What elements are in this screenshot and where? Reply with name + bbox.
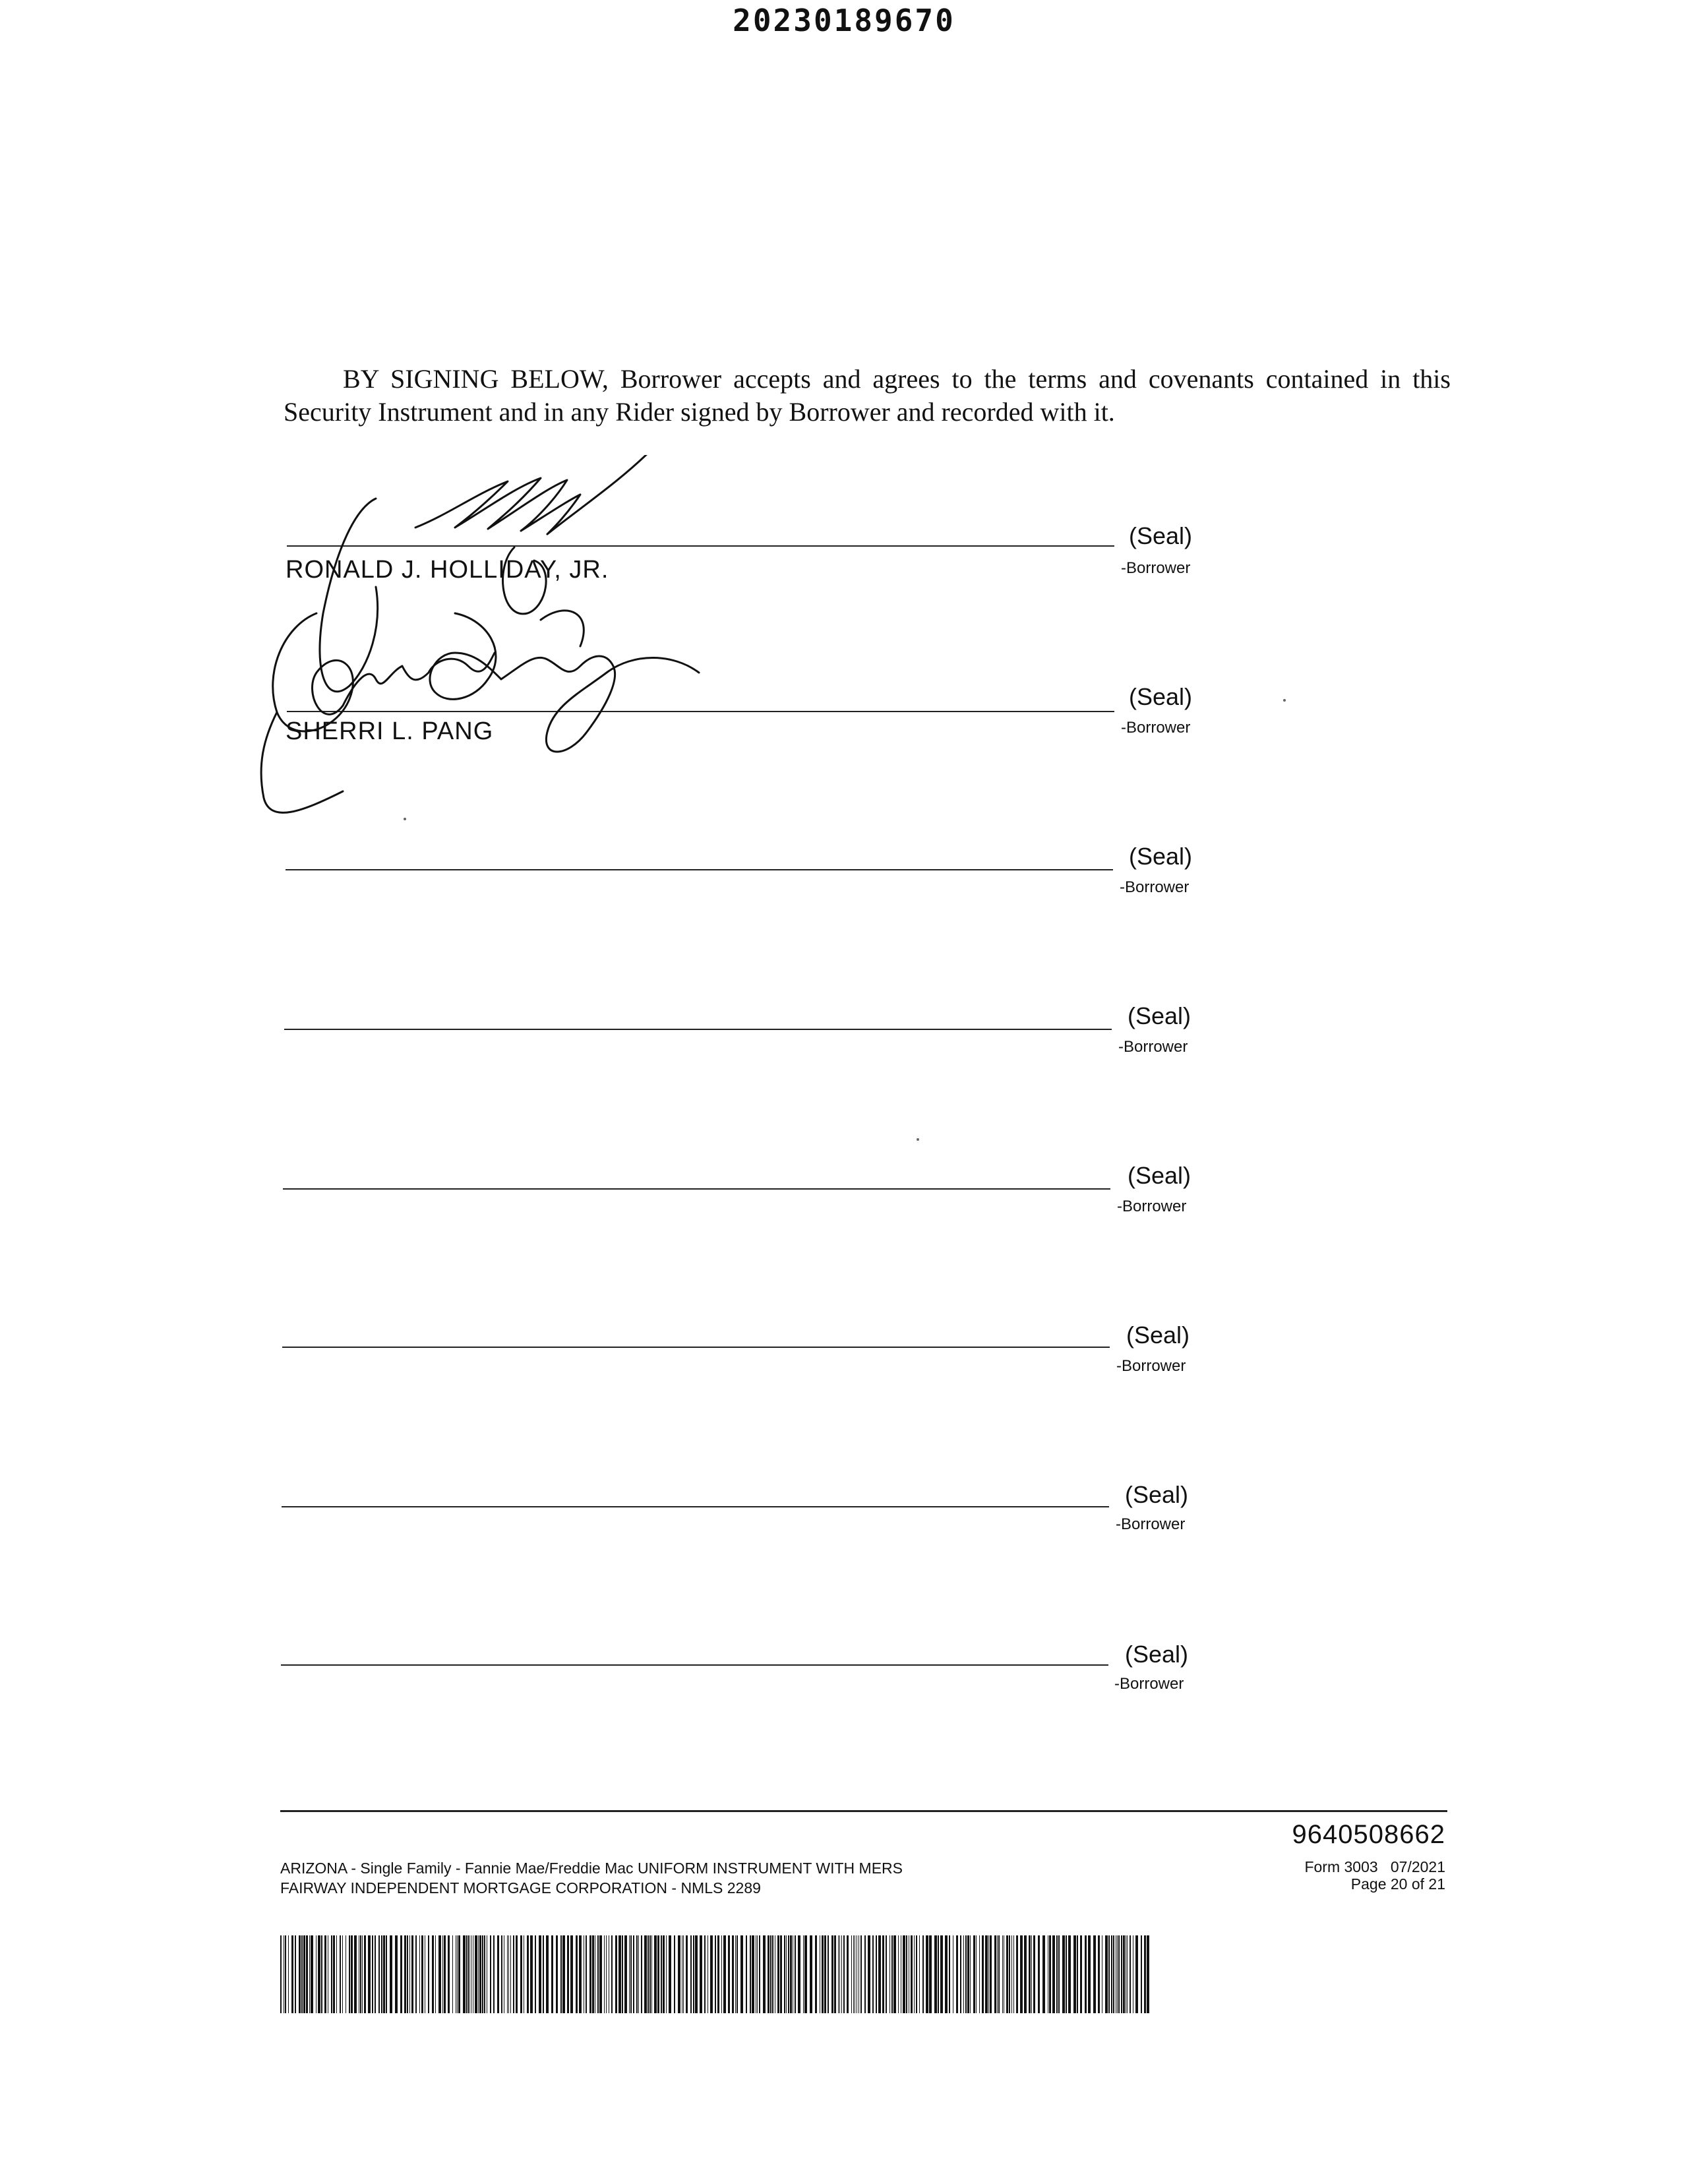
barcode-bar [409, 1935, 410, 2013]
barcode-bar [752, 1935, 754, 2013]
barcode-bar [768, 1935, 769, 2013]
barcode-bar [1011, 1935, 1012, 2013]
barcode-bar [1016, 1935, 1018, 2013]
barcode-bar [803, 1935, 804, 2013]
barcode-bar [674, 1935, 675, 2013]
barcode-bar [478, 1935, 479, 2013]
barcode-bar [452, 1935, 453, 2013]
barcode-bar [1141, 1935, 1142, 2013]
barcode-bar [831, 1935, 833, 2013]
barcode-bar [657, 1935, 659, 2013]
barcode-bar [306, 1935, 308, 2013]
barcode-bar [940, 1935, 943, 2013]
seal-label-1: (Seal) [1129, 522, 1193, 549]
barcode-bar [490, 1935, 491, 2013]
barcode-bar [704, 1935, 706, 2013]
barcode-bar [929, 1935, 932, 2013]
borrower-label-4: -Borrower [1118, 1038, 1188, 1056]
barcode-bar [735, 1935, 736, 2013]
barcode-bar [351, 1935, 353, 2013]
footer-instrument-line: ARIZONA - Single Family - Fannie Mae/Freddie Mac UNIFORM INSTRUMENT WITH MERS [280, 1860, 903, 1877]
barcode-bar [979, 1935, 980, 2013]
barcode-bar [934, 1935, 937, 2013]
borrower-label-2: -Borrower [1121, 719, 1191, 737]
signature-line-6 [282, 1347, 1110, 1348]
barcode-bar [599, 1935, 602, 2013]
barcode-bar [1121, 1935, 1122, 2013]
signature-holliday-stroke-1 [415, 478, 580, 534]
borrower-label-3: -Borrower [1120, 878, 1190, 896]
barcode-bar [1009, 1935, 1010, 2013]
barcode-bar [1144, 1935, 1146, 2013]
barcode-bar [641, 1935, 642, 2013]
barcode-bar [1056, 1935, 1058, 2013]
barcode-bar [690, 1935, 692, 2013]
barcode-bar [438, 1935, 441, 2013]
barcode-bar [998, 1935, 1000, 2013]
barcode-bar [360, 1935, 361, 2013]
form-date: 07/2021 [1390, 1858, 1445, 1875]
barcode-bar [597, 1935, 599, 2013]
barcode-bar [988, 1935, 989, 2013]
barcode-bar [615, 1935, 617, 2013]
barcode-bar [994, 1935, 996, 2013]
barcode-bar [390, 1935, 392, 2013]
barcode-bar [763, 1935, 766, 2013]
barcode-bar [847, 1935, 849, 2013]
form-number: Form 3003 [1304, 1858, 1378, 1875]
barcode-bar [539, 1935, 541, 2013]
barcode-bar [1111, 1935, 1112, 2013]
barcode-bar [661, 1935, 662, 2013]
barcode-bar [893, 1935, 896, 2013]
barcode-bar [965, 1935, 967, 2013]
barcode-bar [906, 1935, 907, 2013]
barcode-bar [378, 1935, 380, 2013]
barcode-bar [415, 1935, 417, 2013]
barcode-bar [497, 1935, 499, 2013]
barcode-bar [1118, 1935, 1120, 2013]
signature-holliday-stroke-2 [547, 455, 653, 534]
barcode-bar [786, 1935, 787, 2013]
signature-line-3 [286, 869, 1113, 870]
barcode-bar [1062, 1935, 1065, 2013]
barcode-bar [457, 1935, 458, 2013]
barcode-bar [501, 1935, 502, 2013]
footer-lender-line: FAIRWAY INDEPENDENT MORTGAGE CORPORATION - NMLS 2289 [280, 1879, 761, 1896]
barcode-bar [828, 1935, 829, 2013]
barcode-bar [1013, 1935, 1014, 2013]
barcode-bar [530, 1935, 533, 2013]
barcode-bar [822, 1935, 824, 2013]
barcode-bar [458, 1935, 460, 2013]
seal-label-2: (Seal) [1129, 683, 1193, 710]
barcode-bar [606, 1935, 607, 2013]
barcode-bar [891, 1935, 893, 2013]
barcode-bar [562, 1935, 565, 2013]
barcode-bar [589, 1935, 591, 2013]
barcode-bar [780, 1935, 782, 2013]
seal-label-6: (Seal) [1126, 1321, 1190, 1349]
barcode-bar [633, 1935, 634, 2013]
barcode-bar [970, 1935, 971, 2013]
barcode-bar [295, 1935, 296, 2013]
barcode-bar [1108, 1935, 1110, 2013]
barcode-bar [404, 1935, 406, 2013]
barcode-bar [963, 1935, 964, 2013]
barcode-bar [543, 1935, 544, 2013]
loan-number: 9640508662 [1292, 1820, 1445, 1849]
barcode-bar [321, 1935, 322, 2013]
barcode-bar [567, 1935, 569, 2013]
barcode-bar [303, 1935, 305, 2013]
barcode-bar [560, 1935, 562, 2013]
barcode-bar [1085, 1935, 1087, 2013]
barcode-bar [475, 1935, 477, 2013]
seal-label-3: (Seal) [1129, 843, 1193, 870]
seal-label-4: (Seal) [1128, 1002, 1191, 1029]
barcode-bar [710, 1935, 713, 2013]
barcode-bar [798, 1935, 800, 2013]
barcode-bar [686, 1935, 688, 2013]
barcode-bar [381, 1935, 382, 2013]
barcode-bar [1052, 1935, 1055, 2013]
barcode-bar [622, 1935, 623, 2013]
barcode-bar [636, 1935, 638, 2013]
barcode-bar [592, 1935, 594, 2013]
signing-statement [284, 363, 1451, 429]
barcode-bar [770, 1935, 771, 2013]
barcode-bar [383, 1935, 385, 2013]
barcode-bar [604, 1935, 605, 2013]
barcode-bar [666, 1935, 667, 2013]
barcode-bar [669, 1935, 671, 2013]
barcode-bar [903, 1935, 905, 2013]
barcode-bar [484, 1935, 485, 2013]
barcode-bar [419, 1935, 420, 2013]
barcode-bar [448, 1935, 450, 2013]
barcode-bar [990, 1935, 992, 2013]
barcode-bar [482, 1935, 483, 2013]
barcode-bar [630, 1935, 632, 2013]
barcode-bar [737, 1935, 738, 2013]
barcode-bar [340, 1935, 341, 2013]
barcode-bar [1066, 1935, 1067, 2013]
barcode-bar [916, 1935, 917, 2013]
barcode-bar [654, 1935, 657, 2013]
signature-pang-stroke-3 [430, 613, 501, 699]
barcode-bar [985, 1935, 988, 2013]
barcode-bar [949, 1935, 950, 2013]
barcode-bar [1002, 1935, 1003, 2013]
barcode-bar [1068, 1935, 1071, 2013]
signature-pang-stroke-6 [261, 712, 343, 812]
barcode-bar [576, 1935, 578, 2013]
barcode-bar [508, 1935, 509, 2013]
barcode-bar [997, 1935, 998, 2013]
barcode-bar [364, 1935, 366, 2013]
barcode-bar [648, 1935, 649, 2013]
barcode-bar [411, 1935, 413, 2013]
barcode-bar [362, 1935, 363, 2013]
barcode-bar [777, 1935, 779, 2013]
barcode-bar [1031, 1935, 1032, 2013]
barcode-bar [790, 1935, 792, 2013]
barcode-bar [717, 1935, 719, 2013]
signature-line-5 [283, 1188, 1110, 1190]
page-number: Page 20 of 21 [1350, 1875, 1445, 1893]
barcode-bar [651, 1935, 652, 2013]
signature-line-7 [282, 1506, 1109, 1507]
barcode-bar [740, 1935, 743, 2013]
barcode-bar [428, 1935, 429, 2013]
barcode-bar [700, 1935, 702, 2013]
barcode-bar [1024, 1935, 1027, 2013]
barcode-bar [1006, 1935, 1008, 2013]
barcode [280, 1935, 1151, 2013]
barcode-bar [1073, 1935, 1076, 2013]
scan-speck [404, 818, 406, 820]
barcode-bar [693, 1935, 694, 2013]
barcode-bar [878, 1935, 881, 2013]
barcode-bar [280, 1935, 282, 2013]
barcode-bar [956, 1935, 958, 2013]
barcode-bar [1020, 1935, 1023, 2013]
signature-line-4 [284, 1029, 1112, 1030]
barcode-bar [678, 1935, 680, 2013]
scan-speck [917, 1138, 919, 1141]
barcode-bar [349, 1935, 350, 2013]
barcode-bar [516, 1935, 518, 2013]
barcode-bar [570, 1935, 573, 2013]
barcode-bar [444, 1935, 446, 2013]
barcode-bar [336, 1935, 337, 2013]
barcode-bar [1049, 1935, 1051, 2013]
barcode-bar [520, 1935, 522, 2013]
barcode-bar [926, 1935, 928, 2013]
form-number-line [1304, 1858, 1445, 1875]
barcode-bar [510, 1935, 511, 2013]
barcode-bar [324, 1935, 326, 2013]
barcode-bar [772, 1935, 773, 2013]
barcode-bar [285, 1935, 286, 2013]
barcode-bar [824, 1935, 826, 2013]
barcode-bar [841, 1935, 842, 2013]
barcode-bar [922, 1935, 924, 2013]
barcode-bar [868, 1935, 870, 2013]
barcode-bar [1088, 1935, 1091, 2013]
barcode-bar [386, 1935, 387, 2013]
barcode-bar [644, 1935, 647, 2013]
signature-pang-stroke-4 [501, 656, 699, 752]
barcode-bar [784, 1935, 785, 2013]
barcode-bar [1077, 1935, 1078, 2013]
barcode-bar [967, 1935, 969, 2013]
barcode-bar [898, 1935, 899, 2013]
barcode-bar [982, 1935, 984, 2013]
handwritten-signatures [237, 455, 791, 824]
barcode-bar [815, 1935, 817, 2013]
barcode-bar [1105, 1935, 1108, 2013]
scan-speck [1283, 699, 1286, 702]
barcode-bar [838, 1935, 839, 2013]
barcode-bar [493, 1935, 495, 2013]
recording-number: 20230189670 [733, 3, 955, 38]
barcode-bar [546, 1935, 549, 2013]
barcode-bar [354, 1935, 357, 2013]
barcode-bar [945, 1935, 948, 2013]
barcode-bar [839, 1935, 840, 2013]
barcode-bar [759, 1935, 760, 2013]
barcode-bar [1123, 1935, 1125, 2013]
barcode-bar [919, 1935, 920, 2013]
barcode-bar [1130, 1935, 1131, 2013]
barcode-bar [1058, 1935, 1060, 2013]
barcode-bar [629, 1935, 630, 2013]
barcode-bar [507, 1935, 508, 2013]
barcode-bar [309, 1935, 310, 2013]
barcode-bar [843, 1935, 845, 2013]
barcode-bar [788, 1935, 789, 2013]
barcode-bar [973, 1935, 975, 2013]
barcode-bar [715, 1935, 716, 2013]
barcode-bar [368, 1935, 371, 2013]
barcode-bar [911, 1935, 913, 2013]
barcode-bar [527, 1935, 529, 2013]
barcode-bar [804, 1935, 807, 2013]
barcode-bar [535, 1935, 536, 2013]
barcode-bar [333, 1935, 335, 2013]
barcode-bar [914, 1935, 915, 2013]
barcode-bar [886, 1935, 887, 2013]
barcode-bar [479, 1935, 481, 2013]
barcode-bar [301, 1935, 303, 2013]
signature-pang-stroke-1 [273, 613, 353, 731]
barcode-bar [1113, 1935, 1114, 2013]
barcode-bar [468, 1935, 469, 2013]
barcode-bar [311, 1935, 313, 2013]
barcode-bar [732, 1935, 734, 2013]
barcode-bar [1038, 1935, 1040, 2013]
barcode-bar [407, 1935, 408, 2013]
barcode-bar [463, 1935, 466, 2013]
barcode-bar [400, 1935, 402, 2013]
barcode-bar [318, 1935, 320, 2013]
barcode-bar [291, 1935, 293, 2013]
barcode-bar [1042, 1935, 1045, 2013]
barcode-bar [299, 1935, 301, 2013]
barcode-bar [1117, 1935, 1118, 2013]
barcode-bar [513, 1935, 514, 2013]
barcode-bar [683, 1935, 684, 2013]
barcode-bar [864, 1935, 866, 2013]
barcode-bar [851, 1935, 852, 2013]
barcode-bar [1127, 1935, 1128, 2013]
barcode-bar [757, 1935, 758, 2013]
seal-label-8: (Seal) [1125, 1641, 1189, 1668]
barcode-bar [395, 1935, 398, 2013]
barcode-bar [1029, 1935, 1031, 2013]
signature-line-8 [281, 1664, 1108, 1666]
barcode-bar [860, 1935, 862, 2013]
barcode-bar [938, 1935, 939, 2013]
barcode-bar [442, 1935, 443, 2013]
barcode-bar [466, 1935, 467, 2013]
barcode-bar [288, 1935, 289, 2013]
barcode-bar [663, 1935, 665, 2013]
barcode-bar [872, 1935, 874, 2013]
barcode-bar [834, 1935, 836, 2013]
seal-label-5: (Seal) [1128, 1162, 1191, 1189]
barcode-bar [624, 1935, 627, 2013]
barcode-bar [1080, 1935, 1082, 2013]
borrower-label-6: -Borrower [1116, 1357, 1186, 1375]
barcode-bar [638, 1935, 639, 2013]
barcode-bar [1093, 1935, 1096, 2013]
footer-instrument-info [280, 1858, 903, 1898]
barcode-bar [331, 1935, 332, 2013]
form-identifier [1304, 1858, 1445, 1893]
barcode-bar [432, 1935, 434, 2013]
barcode-bar [586, 1935, 587, 2013]
borrower-label-7: -Borrower [1116, 1515, 1186, 1533]
barcode-bar [372, 1935, 373, 2013]
barcode-bar [342, 1935, 343, 2013]
seal-label-7: (Seal) [1125, 1481, 1189, 1508]
barcode-bar [721, 1935, 722, 2013]
footer-rule [280, 1810, 1447, 1812]
barcode-bar [579, 1935, 582, 2013]
barcode-bar [435, 1935, 436, 2013]
barcode-bar [1135, 1935, 1138, 2013]
barcode-bar [876, 1935, 877, 2013]
signing-statement-text: BY SIGNING BELOW, Borrower accepts and agrees to the terms and covenants contained in this Security Instrument and in any Rider signed by Borrower and recorded with it. [284, 364, 1451, 427]
barcode-bar [695, 1935, 698, 2013]
barcode-bar [795, 1935, 796, 2013]
barcode-bar [551, 1935, 553, 2013]
barcode-bar [746, 1935, 747, 2013]
barcode-bar [853, 1935, 854, 2013]
barcode-bar [1147, 1935, 1149, 2013]
barcode-bar [750, 1935, 751, 2013]
barcode-bar [882, 1935, 884, 2013]
borrower-name-1: RONALD J. HOLLIDAY, JR. [286, 556, 609, 584]
barcode-bar [375, 1935, 376, 2013]
barcode-bar [723, 1935, 726, 2013]
barcode-bar [618, 1935, 621, 2013]
barcode-bar [1033, 1935, 1035, 2013]
borrower-name-2: SHERRI L. PANG [286, 717, 494, 745]
borrower-label-8: -Borrower [1114, 1675, 1184, 1693]
borrower-label-1: -Borrower [1121, 559, 1191, 577]
barcode-bar [960, 1935, 961, 2013]
barcode-bar [421, 1935, 423, 2013]
barcode-bar [649, 1935, 651, 2013]
signature-holliday-stroke-4 [503, 547, 547, 614]
barcode-bar [889, 1935, 890, 2013]
barcode-bar [611, 1935, 613, 2013]
borrower-label-5: -Borrower [1117, 1198, 1187, 1215]
barcode-bar [728, 1935, 730, 2013]
barcode-bar [976, 1935, 977, 2013]
barcode-bar [810, 1935, 812, 2013]
signature-pang-stroke-5 [541, 611, 584, 646]
barcode-bar [556, 1935, 558, 2013]
barcode-bar [1098, 1935, 1100, 2013]
